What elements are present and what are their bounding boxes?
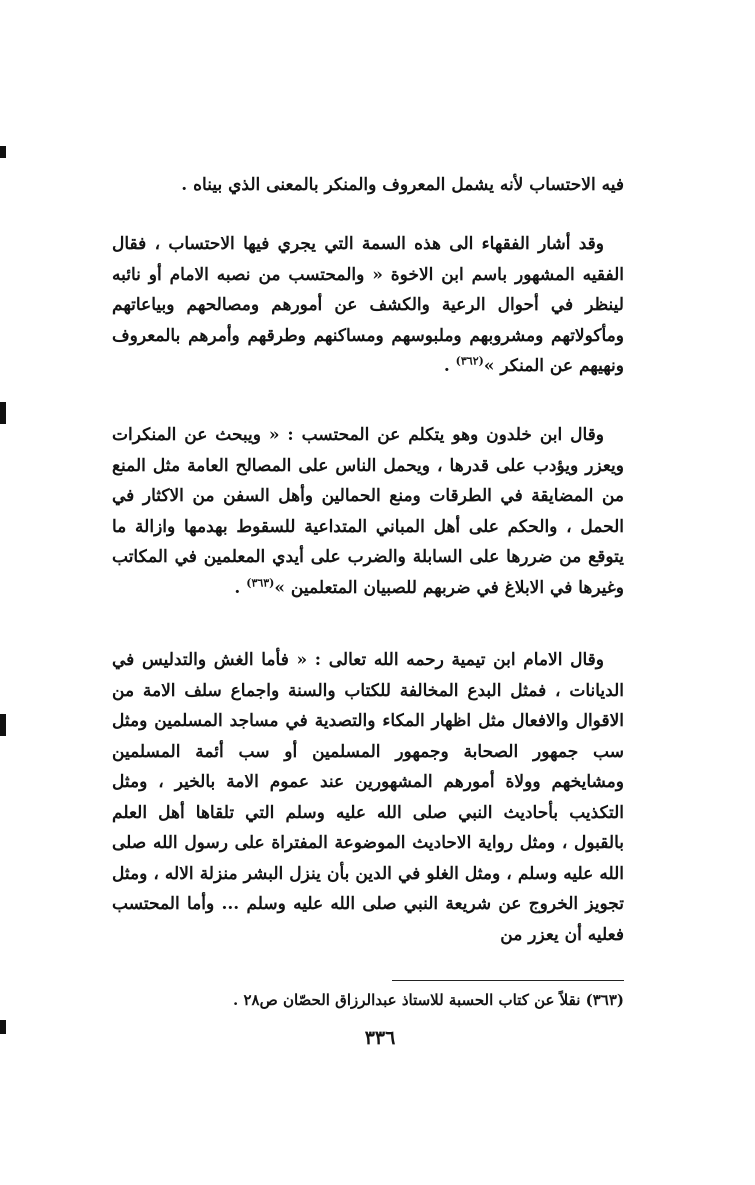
footnote-divider <box>392 980 624 981</box>
paragraph-text: فيه الاحتساب لأنه يشمل المعروف والمنكر بالمعنى الذي بيناه . <box>181 175 624 195</box>
footnote: (٣٦٣) نقلاً عن كتاب الحسبة للاستاذ عبدالرزاق الحصّان ص٢٨ . <box>233 991 624 1009</box>
paragraph-end: . <box>443 356 456 376</box>
paragraph-ibn-khaldun <box>112 420 624 603</box>
paragraph-end: . <box>234 577 247 598</box>
paragraph-continuation <box>112 170 624 201</box>
paragraph-text: وقال الامام ابن تيمية رحمه الله تعالى : « فأما الغش والتدليس في الديانات ، فمثل البدع المخالفة للكتاب والسنة واجماع سلف الامة من الاقوال والافعال مثل اظهار المكاء والتصدية في مساجد المسلمين ومثل سب جمهور الصحابة وجمهور المسلمين أو سب أئمة المسلمين ومشايخهم وولاة أمورهم المشهورين عند عموم الامة بالخير ، ومثل التكذيب بأحاديث النبي صلى الله عليه وسلم التي تلقاها أهل العلم بالقبول ، ومثل رواية الاحاديث الموضوعة المفتراة على رسول الله صلى الله عليه وسلم ، ومثل الغلو في الدين بأن ينزل البشر منزلة الاله ، ومثل تجويز الخروج عن شريعة النبي صلى الله عليه وسلم ... وأما المحتسب فعليه أن يعزر من <box>112 650 624 945</box>
scan-edge-mark <box>0 1020 6 1034</box>
scan-edge-mark <box>0 402 6 424</box>
paragraph-text: وقد أشار الفقهاء الى هذه السمة التي يجري فيها الاحتساب ، فقال الفقيه المشهور باسم ابن الاخوة « والمحتسب من نصبه الامام أو نائبه لينظر في أحوال الرعية والكشف عن أمورهم ومصالحهم وبياعاتهم ومأكولاتهم ومشروبهم وملبوسهم ومساكنهم وطرقهم وأمرهم بالمعروف ونهيهم عن المنكر » <box>112 234 624 376</box>
scan-edge-mark <box>0 146 6 158</box>
paragraph-ibn-taymiyya <box>112 645 624 950</box>
scan-edge-mark <box>0 714 6 736</box>
paragraph-ibn-al-ukhuwwa <box>112 229 624 382</box>
footnote-ref: (٣٦٣) <box>246 575 275 589</box>
paragraph-text: وقال ابن خلدون وهو يتكلم عن المحتسب : « ويبحث عن المنكرات ويعزر ويؤدب على قدرها ، ويحمل الناس على المصالح العامة مثل المنع من المضايقة في الطرقات ومنع الحمالين وأهل السفن من الاكثار في الحمل ، والحكم على أهل المباني المتداعية للسقوط بهدمها وازالة ما يتوقع من ضررها على السابلة والضرب على أيدي المعلمين في المكاتب وغيرها في الابلاغ في ضربهم للصبيان المتعلمين » <box>112 425 624 598</box>
footnote-ref: (٣٦٢) <box>455 354 484 368</box>
page-number: ٣٣٦ <box>364 1027 396 1049</box>
